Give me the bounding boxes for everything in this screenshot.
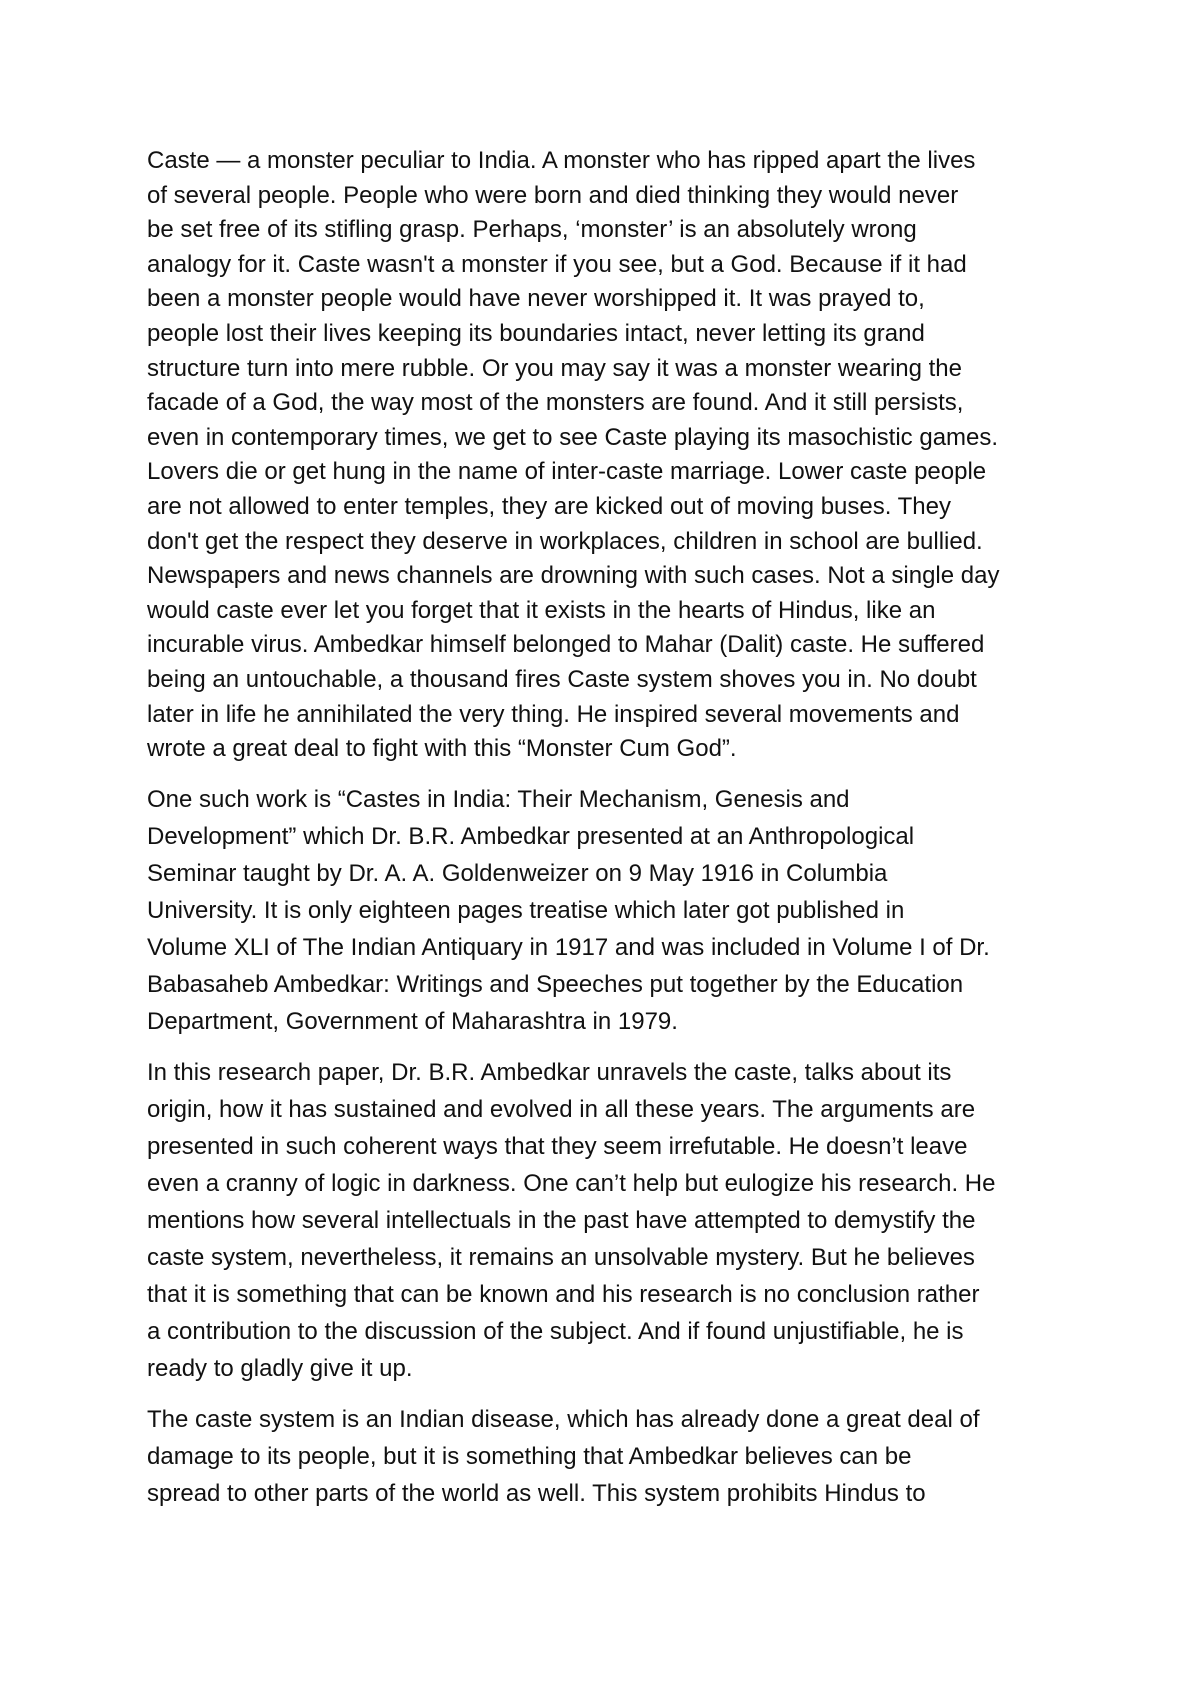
text-line: mentions how several intellectuals in the past have attempted to demystify the xyxy=(147,1206,976,1234)
text-line: University. It is only eighteen pages treatise which later got published in xyxy=(147,896,905,924)
text-line: Babasaheb Ambedkar: Writings and Speeches put together by the Education xyxy=(147,970,964,998)
text-line: In this research paper, Dr. B.R. Ambedkar unravels the caste, talks about its xyxy=(147,1058,952,1086)
text-line: Caste — a monster peculiar to India. A monster who has ripped apart the lives xyxy=(147,147,976,174)
paragraph-4 xyxy=(147,1401,1077,1512)
text-line: Lovers die or get hung in the name of inter-caste marriage. Lower caste people xyxy=(147,458,987,486)
text-line: analogy for it. Caste wasn't a monster if you see, but a God. Because if it had xyxy=(147,250,967,278)
paragraph-1 xyxy=(147,144,1077,767)
document-body xyxy=(147,144,1077,1526)
text-line: One such work is “Castes in India: Their Mechanism, Genesis and xyxy=(147,785,850,813)
paragraph-2 xyxy=(147,781,1077,1040)
text-line: don't get the respect they deserve in workplaces, children in school are bullied. xyxy=(147,527,983,555)
text-line: be set free of its stifling grasp. Perhaps, ‘monster’ is an absolutely wrong xyxy=(147,216,917,244)
text-line: spread to other parts of the world as well. This system prohibits Hindus to xyxy=(147,1479,926,1507)
text-line: Seminar taught by Dr. A. A. Goldenweizer on 9 May 1916 in Columbia xyxy=(147,859,888,887)
text-line: been a monster people would have never worshipped it. It was prayed to, xyxy=(147,285,925,313)
text-line: people lost their lives keeping its boundaries intact, never letting its grand xyxy=(147,319,925,347)
text-line: Development” which Dr. B.R. Ambedkar presented at an Anthropological xyxy=(147,822,915,850)
text-line: even a cranny of logic in darkness. One can’t help but eulogize his research. He xyxy=(147,1169,996,1197)
text-line: ready to gladly give it up. xyxy=(147,1354,413,1382)
text-line: facade of a God, the way most of the monsters are found. And it still persists, xyxy=(147,389,964,417)
text-line: later in life he annihilated the very thing. He inspired several movements and xyxy=(147,700,960,728)
text-line: are not allowed to enter temples, they are kicked out of moving buses. They xyxy=(147,492,951,520)
text-line: incurable virus. Ambedkar himself belonged to Mahar (Dalit) caste. He suffered xyxy=(147,631,985,659)
text-line: even in contemporary times, we get to see Caste playing its masochistic games. xyxy=(147,423,999,451)
text-line: The caste system is an Indian disease, which has already done a great deal of xyxy=(147,1405,980,1433)
text-line: structure turn into mere rubble. Or you may say it was a monster wearing the xyxy=(147,354,963,382)
text-line: of several people. People who were born and died thinking they would never xyxy=(147,181,959,209)
text-line: presented in such coherent ways that they seem irrefutable. He doesn’t leave xyxy=(147,1132,968,1160)
paragraph-3 xyxy=(147,1054,1077,1387)
text-line: Newspapers and news channels are drowning with such cases. Not a single day xyxy=(147,562,1000,590)
text-line: being an untouchable, a thousand fires Caste system shoves you in. No doubt xyxy=(147,665,977,693)
text-line: wrote a great deal to fight with this “Monster Cum God”. xyxy=(147,735,737,763)
text-line: Department, Government of Maharashtra in 1979. xyxy=(147,1007,678,1035)
text-line: that it is something that can be known and his research is no conclusion rather xyxy=(147,1280,980,1308)
text-line: caste system, nevertheless, it remains an unsolvable mystery. But he believes xyxy=(147,1243,975,1271)
text-line: would caste ever let you forget that it exists in the hearts of Hindus, like an xyxy=(147,596,936,624)
text-line: damage to its people, but it is something that Ambedkar believes can be xyxy=(147,1442,912,1470)
text-line: a contribution to the discussion of the subject. And if found unjustifiable, he is xyxy=(147,1317,964,1345)
text-line: Volume XLI of The Indian Antiquary in 1917 and was included in Volume I of Dr. xyxy=(147,933,990,961)
text-line: origin, how it has sustained and evolved in all these years. The arguments are xyxy=(147,1095,976,1123)
